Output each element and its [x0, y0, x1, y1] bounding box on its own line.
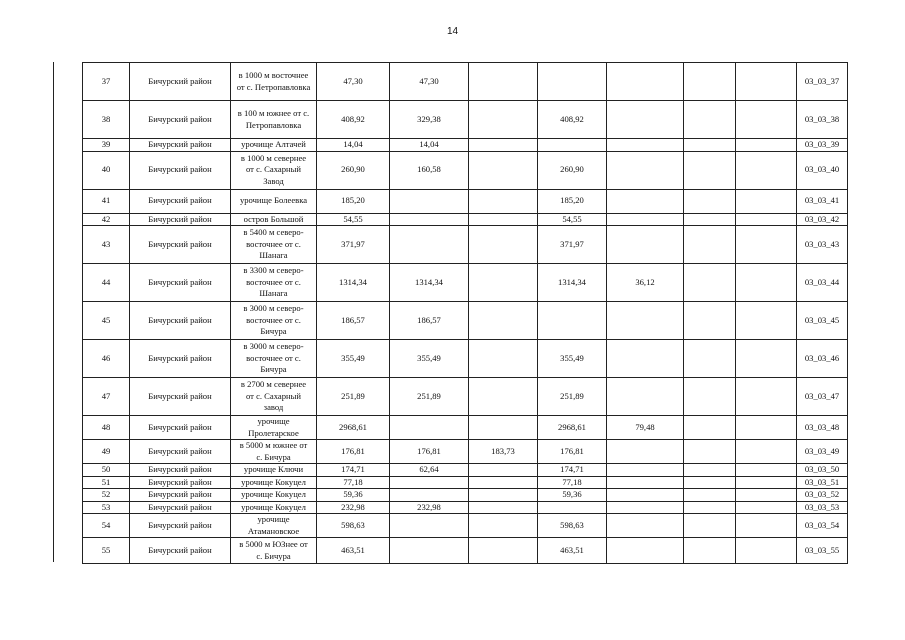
value-col-6-cell [684, 151, 736, 189]
code-cell: 03_03_49 [797, 440, 848, 464]
value-col-1-cell: 251,89 [317, 378, 390, 416]
value-col-5-cell [607, 139, 684, 152]
code-cell: 03_03_44 [797, 264, 848, 302]
table-row [83, 476, 848, 489]
location-cell: в 2700 м севернее от с. Сахарный завод [231, 378, 317, 416]
value-col-3-cell [469, 416, 538, 440]
value-col-6-cell [684, 501, 736, 514]
value-col-2-cell [390, 538, 469, 564]
page-number: 14 [446, 26, 459, 37]
value-col-7-cell [736, 538, 797, 564]
value-col-3-cell [469, 264, 538, 302]
value-col-3-cell [469, 63, 538, 101]
value-col-7-cell [736, 264, 797, 302]
district-cell: Бичурский район [130, 63, 231, 101]
value-col-3-cell [469, 378, 538, 416]
value-col-5-cell [607, 501, 684, 514]
value-col-4-cell: 260,90 [538, 151, 607, 189]
district-cell: Бичурский район [130, 489, 231, 502]
code-cell: 03_03_51 [797, 476, 848, 489]
value-col-7-cell [736, 302, 797, 340]
value-col-5-cell [607, 538, 684, 564]
value-col-4-cell: 1314,34 [538, 264, 607, 302]
value-col-5-cell [607, 489, 684, 502]
code-cell: 03_03_40 [797, 151, 848, 189]
row-number-cell: 41 [83, 189, 130, 213]
value-col-3-cell [469, 464, 538, 477]
district-cell: Бичурский район [130, 340, 231, 378]
value-col-1-cell: 186,57 [317, 302, 390, 340]
value-col-1-cell: 59,36 [317, 489, 390, 502]
value-col-2-cell: 160,58 [390, 151, 469, 189]
value-col-6-cell [684, 101, 736, 139]
value-col-4-cell: 463,51 [538, 538, 607, 564]
location-cell: в 3300 м северо- восточнее от с. Шанага [231, 264, 317, 302]
value-col-5-cell: 79,48 [607, 416, 684, 440]
value-col-5-cell [607, 476, 684, 489]
district-cell: Бичурский район [130, 189, 231, 213]
location-cell: в 5000 м ЮЗнее от с. Бичура [231, 538, 317, 564]
value-col-7-cell [736, 476, 797, 489]
value-col-5-cell [607, 440, 684, 464]
value-col-6-cell [684, 189, 736, 213]
location-cell: в 100 м южнее от с. Петропавловка [231, 101, 317, 139]
value-col-4-cell [538, 63, 607, 101]
table-row [83, 501, 848, 514]
code-cell: 03_03_45 [797, 302, 848, 340]
value-col-7-cell [736, 378, 797, 416]
value-col-2-cell: 62,64 [390, 464, 469, 477]
code-cell: 03_03_47 [797, 378, 848, 416]
district-cell: Бичурский район [130, 464, 231, 477]
code-cell: 03_03_46 [797, 340, 848, 378]
location-cell: урочище Ключи [231, 464, 317, 477]
row-number-cell: 43 [83, 226, 130, 264]
data-table [82, 62, 848, 564]
value-col-5-cell [607, 101, 684, 139]
value-col-6-cell [684, 378, 736, 416]
value-col-3-cell [469, 302, 538, 340]
value-col-2-cell [390, 489, 469, 502]
value-col-5-cell: 36,12 [607, 264, 684, 302]
value-col-6-cell [684, 464, 736, 477]
row-number-cell: 45 [83, 302, 130, 340]
value-col-2-cell [390, 189, 469, 213]
district-cell: Бичурский район [130, 226, 231, 264]
table-row [83, 514, 848, 538]
value-col-5-cell [607, 151, 684, 189]
value-col-4-cell: 59,36 [538, 489, 607, 502]
value-col-7-cell [736, 139, 797, 152]
left-margin-rule [53, 62, 54, 562]
value-col-3-cell [469, 538, 538, 564]
code-cell: 03_03_52 [797, 489, 848, 502]
value-col-4-cell [538, 139, 607, 152]
value-col-7-cell [736, 440, 797, 464]
value-col-4-cell: 251,89 [538, 378, 607, 416]
code-cell: 03_03_39 [797, 139, 848, 152]
district-cell: Бичурский район [130, 416, 231, 440]
table-row [83, 151, 848, 189]
value-col-3-cell [469, 139, 538, 152]
value-col-1-cell: 14,04 [317, 139, 390, 152]
value-col-1-cell: 371,97 [317, 226, 390, 264]
location-cell: в 1000 м севернее от с. Сахарный Завод [231, 151, 317, 189]
value-col-7-cell [736, 101, 797, 139]
code-cell: 03_03_43 [797, 226, 848, 264]
district-cell: Бичурский район [130, 538, 231, 564]
value-col-2-cell: 251,89 [390, 378, 469, 416]
value-col-7-cell [736, 464, 797, 477]
value-col-5-cell [607, 63, 684, 101]
value-col-7-cell [736, 501, 797, 514]
value-col-6-cell [684, 416, 736, 440]
value-col-7-cell [736, 63, 797, 101]
value-col-6-cell [684, 340, 736, 378]
value-col-7-cell [736, 340, 797, 378]
value-col-3-cell [469, 476, 538, 489]
location-cell: урочище Пролетарское [231, 416, 317, 440]
value-col-4-cell: 598,63 [538, 514, 607, 538]
row-number-cell: 51 [83, 476, 130, 489]
value-col-1-cell: 598,63 [317, 514, 390, 538]
value-col-3-cell [469, 151, 538, 189]
value-col-3-cell: 183,73 [469, 440, 538, 464]
row-number-cell: 44 [83, 264, 130, 302]
value-col-5-cell [607, 213, 684, 226]
row-number-cell: 37 [83, 63, 130, 101]
value-col-6-cell [684, 264, 736, 302]
value-col-1-cell: 77,18 [317, 476, 390, 489]
table-row [83, 302, 848, 340]
value-col-1-cell: 408,92 [317, 101, 390, 139]
value-col-1-cell: 232,98 [317, 501, 390, 514]
value-col-2-cell [390, 476, 469, 489]
value-col-3-cell [469, 501, 538, 514]
district-cell: Бичурский район [130, 378, 231, 416]
value-col-4-cell: 355,49 [538, 340, 607, 378]
district-cell: Бичурский район [130, 151, 231, 189]
value-col-3-cell [469, 189, 538, 213]
value-col-6-cell [684, 538, 736, 564]
table-row [83, 63, 848, 101]
value-col-6-cell [684, 514, 736, 538]
district-cell: Бичурский район [130, 264, 231, 302]
value-col-1-cell: 463,51 [317, 538, 390, 564]
value-col-7-cell [736, 514, 797, 538]
row-number-cell: 46 [83, 340, 130, 378]
value-col-1-cell: 2968,61 [317, 416, 390, 440]
table-row [83, 378, 848, 416]
district-cell: Бичурский район [130, 440, 231, 464]
location-cell: в 3000 м северо- восточнее от с. Бичура [231, 340, 317, 378]
value-col-4-cell [538, 501, 607, 514]
district-cell: Бичурский район [130, 213, 231, 226]
row-number-cell: 54 [83, 514, 130, 538]
value-col-4-cell: 174,71 [538, 464, 607, 477]
value-col-3-cell [469, 101, 538, 139]
row-number-cell: 38 [83, 101, 130, 139]
value-col-7-cell [736, 151, 797, 189]
row-number-cell: 49 [83, 440, 130, 464]
table-row [83, 340, 848, 378]
location-cell: в 3000 м северо- восточнее от с. Бичура [231, 302, 317, 340]
row-number-cell: 53 [83, 501, 130, 514]
value-col-2-cell: 1314,34 [390, 264, 469, 302]
value-col-1-cell: 355,49 [317, 340, 390, 378]
code-cell: 03_03_48 [797, 416, 848, 440]
table-row [83, 264, 848, 302]
row-number-cell: 55 [83, 538, 130, 564]
table-row [83, 139, 848, 152]
value-col-6-cell [684, 63, 736, 101]
district-cell: Бичурский район [130, 476, 231, 489]
district-cell: Бичурский район [130, 501, 231, 514]
value-col-2-cell: 186,57 [390, 302, 469, 340]
table-row [83, 538, 848, 564]
value-col-6-cell [684, 139, 736, 152]
district-cell: Бичурский район [130, 139, 231, 152]
table-row [83, 464, 848, 477]
value-col-6-cell [684, 489, 736, 502]
value-col-1-cell: 54,55 [317, 213, 390, 226]
table-row [83, 416, 848, 440]
value-col-3-cell [469, 226, 538, 264]
table-row [83, 440, 848, 464]
table-row [83, 226, 848, 264]
value-col-6-cell [684, 302, 736, 340]
district-cell: Бичурский район [130, 302, 231, 340]
code-cell: 03_03_41 [797, 189, 848, 213]
value-col-3-cell [469, 340, 538, 378]
location-cell: в 1000 м восточнее от с. Петропавловка [231, 63, 317, 101]
value-col-1-cell: 174,71 [317, 464, 390, 477]
code-cell: 03_03_55 [797, 538, 848, 564]
location-cell: в 5000 м южнее от с. Бичура [231, 440, 317, 464]
value-col-7-cell [736, 489, 797, 502]
value-col-1-cell: 47,30 [317, 63, 390, 101]
table-row [83, 189, 848, 213]
table-row [83, 489, 848, 502]
location-cell: урочище Кокуцел [231, 501, 317, 514]
value-col-4-cell: 176,81 [538, 440, 607, 464]
value-col-1-cell: 185,20 [317, 189, 390, 213]
row-number-cell: 39 [83, 139, 130, 152]
value-col-3-cell [469, 514, 538, 538]
value-col-2-cell [390, 213, 469, 226]
location-cell: урочище Кокуцел [231, 489, 317, 502]
row-number-cell: 40 [83, 151, 130, 189]
value-col-6-cell [684, 440, 736, 464]
district-cell: Бичурский район [130, 514, 231, 538]
value-col-2-cell: 47,30 [390, 63, 469, 101]
value-col-7-cell [736, 416, 797, 440]
code-cell: 03_03_50 [797, 464, 848, 477]
value-col-4-cell: 54,55 [538, 213, 607, 226]
location-cell: урочище Кокуцел [231, 476, 317, 489]
code-cell: 03_03_37 [797, 63, 848, 101]
value-col-5-cell [607, 514, 684, 538]
value-col-3-cell [469, 213, 538, 226]
value-col-7-cell [736, 189, 797, 213]
value-col-2-cell: 355,49 [390, 340, 469, 378]
value-col-5-cell [607, 226, 684, 264]
value-col-7-cell [736, 213, 797, 226]
row-number-cell: 50 [83, 464, 130, 477]
value-col-2-cell: 14,04 [390, 139, 469, 152]
value-col-4-cell: 77,18 [538, 476, 607, 489]
value-col-1-cell: 176,81 [317, 440, 390, 464]
value-col-2-cell: 232,98 [390, 501, 469, 514]
value-col-6-cell [684, 476, 736, 489]
row-number-cell: 42 [83, 213, 130, 226]
value-col-2-cell [390, 226, 469, 264]
row-number-cell: 48 [83, 416, 130, 440]
location-cell: урочище Болеевка [231, 189, 317, 213]
value-col-4-cell: 2968,61 [538, 416, 607, 440]
value-col-7-cell [736, 226, 797, 264]
value-col-4-cell: 185,20 [538, 189, 607, 213]
row-number-cell: 47 [83, 378, 130, 416]
table-row [83, 213, 848, 226]
value-col-2-cell: 176,81 [390, 440, 469, 464]
value-col-6-cell [684, 226, 736, 264]
value-col-4-cell: 408,92 [538, 101, 607, 139]
code-cell: 03_03_53 [797, 501, 848, 514]
value-col-4-cell: 371,97 [538, 226, 607, 264]
location-cell: остров Большой [231, 213, 317, 226]
code-cell: 03_03_42 [797, 213, 848, 226]
value-col-1-cell: 1314,34 [317, 264, 390, 302]
value-col-2-cell: 329,38 [390, 101, 469, 139]
value-col-5-cell [607, 189, 684, 213]
value-col-5-cell [607, 302, 684, 340]
row-number-cell: 52 [83, 489, 130, 502]
value-col-4-cell [538, 302, 607, 340]
table-row [83, 101, 848, 139]
location-cell: урочище Алтачей [231, 139, 317, 152]
value-col-5-cell [607, 464, 684, 477]
district-cell: Бичурский район [130, 101, 231, 139]
value-col-3-cell [469, 489, 538, 502]
location-cell: урочище Атамановское [231, 514, 317, 538]
value-col-2-cell [390, 514, 469, 538]
value-col-5-cell [607, 378, 684, 416]
value-col-6-cell [684, 213, 736, 226]
location-cell: в 5400 м северо- восточнее от с. Шанага [231, 226, 317, 264]
code-cell: 03_03_54 [797, 514, 848, 538]
code-cell: 03_03_38 [797, 101, 848, 139]
value-col-1-cell: 260,90 [317, 151, 390, 189]
value-col-5-cell [607, 340, 684, 378]
value-col-2-cell [390, 416, 469, 440]
